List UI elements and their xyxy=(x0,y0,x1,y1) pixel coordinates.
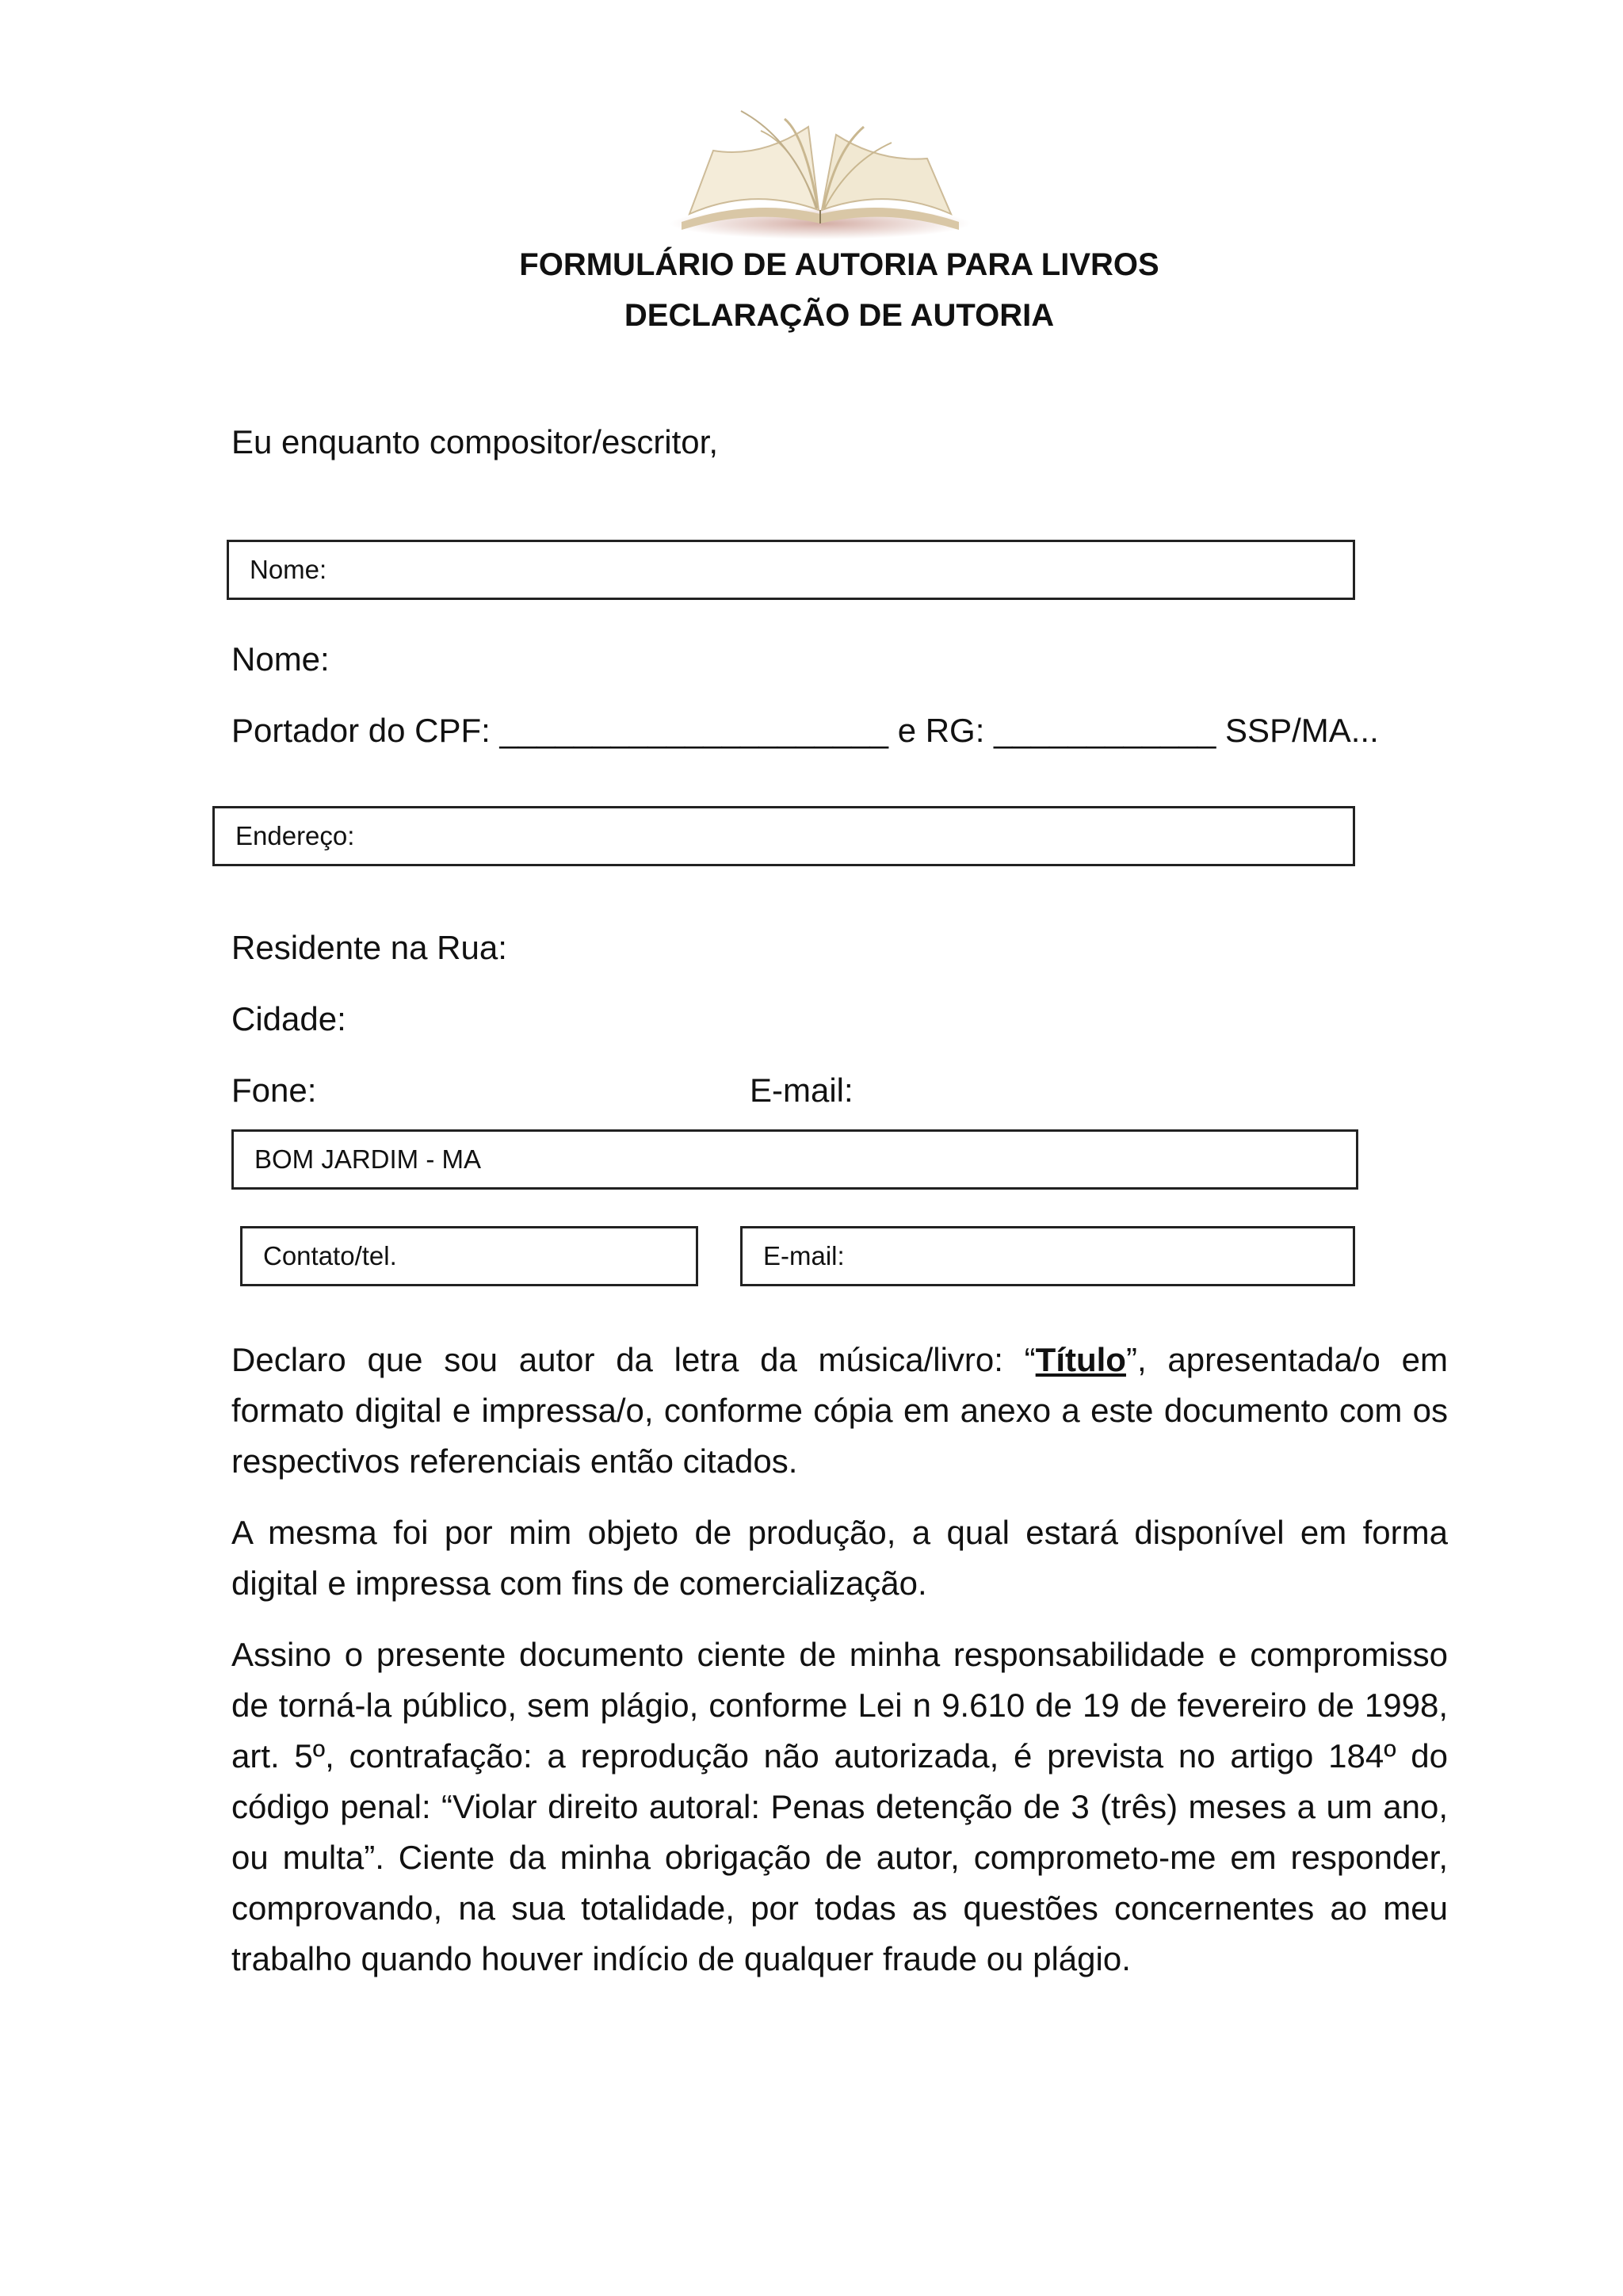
rg-blank[interactable]: ____________ xyxy=(994,712,1216,749)
contato-box-label: Contato/tel. xyxy=(263,1241,397,1270)
paragraph-2: A mesma foi por mim objeto de produção, a qual estará disponível em forma digital e impressa com fins de comercialização. xyxy=(231,1514,1448,1602)
document-title: FORMULÁRIO DE AUTORIA PARA LIVROS xyxy=(519,247,1159,282)
cpf-rg-line xyxy=(231,712,1379,750)
paragraph-3: Assino o presente documento ciente de minha responsabilidade e compromisso de torná-la público, sem plágio, conforme Lei n 9.610 de 19 de fevereiro de 1998, art. 5º, contrafação: a reprodução não autorizada, é prevista no artigo 184º do código penal: “Violar direito autoral: Penas detenção de 3 (três) meses a um ano, ou multa”. Ciente da minha obrigação de autor, comprometo-me em responder, comprovando, na sua totalidade, por todas as questões concernentes ao meu trabalho quando houver indício de qualquer fraude ou plágio. xyxy=(231,1636,1448,1977)
open-book-icon xyxy=(666,103,975,242)
residente-label: Residente na Rua: xyxy=(231,929,507,966)
nome-box[interactable] xyxy=(227,540,1355,600)
endereco-box-label: Endereço: xyxy=(235,821,355,850)
email-label: E-mail: xyxy=(750,1072,854,1109)
endereco-box[interactable] xyxy=(212,806,1355,866)
cpf-label: Portador do CPF: xyxy=(231,712,491,749)
title-placeholder: Título xyxy=(1035,1341,1126,1378)
intro-text: Eu enquanto compositor/escritor, xyxy=(231,423,719,460)
nome-box-label: Nome: xyxy=(250,555,327,584)
document-subtitle: DECLARAÇÃO DE AUTORIA xyxy=(624,298,1055,333)
declaration-body xyxy=(231,1335,1448,2005)
rg-suffix: SSP/MA... xyxy=(1225,712,1379,749)
cpf-blank[interactable]: _____________________ xyxy=(499,712,889,749)
nome-label: Nome: xyxy=(231,640,330,678)
cidade-box-value: BOM JARDIM - MA xyxy=(254,1144,481,1174)
cidade-box[interactable] xyxy=(231,1129,1358,1190)
email-box[interactable] xyxy=(740,1226,1355,1286)
contato-box[interactable] xyxy=(240,1226,698,1286)
rg-label: e RG: xyxy=(897,712,985,749)
paragraph-1: Declaro que sou autor da letra da música/livro: “Título”, apresentada/o em formato digital e impressa/o, conforme cópia em anexo a este documento com os respectivos referenciais então citados. xyxy=(231,1341,1448,1480)
cidade-label: Cidade: xyxy=(231,1000,346,1037)
fone-label: Fone: xyxy=(231,1072,317,1109)
email-box-label: E-mail: xyxy=(763,1241,845,1270)
